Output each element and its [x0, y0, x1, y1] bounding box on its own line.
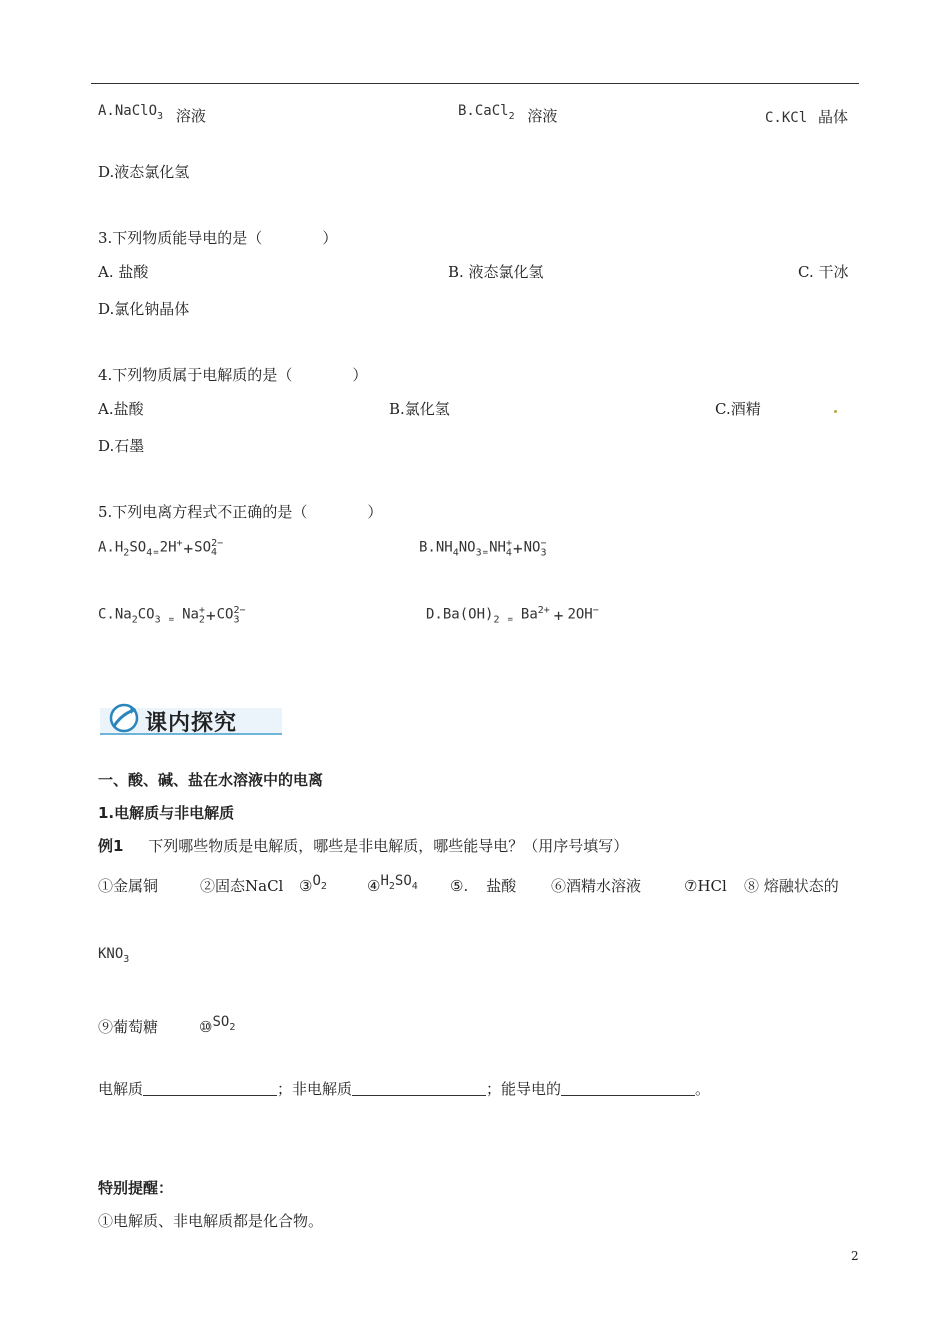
q2-option-d: D.液态氯化氢: [98, 163, 190, 181]
section-heading-1: 一、酸、碱、盐在水溶液中的电离: [98, 771, 324, 789]
q4-option-d: D.石墨: [98, 437, 145, 455]
item-4: $④H_2SO_4$: [367, 873, 418, 895]
electrolyte-blank[interactable]: [143, 1081, 277, 1096]
item-10: $⑩SO_2$: [199, 1014, 236, 1036]
tip-1: ①电解质、非电解质都是化合物。: [98, 1212, 324, 1230]
q5-option-c: $C.Na_2CO_3$ $_=$ $Na_2^++CO_3^{2-}$: [98, 605, 246, 626]
page-number: 2: [851, 1249, 859, 1263]
arrow-circle-icon: [111, 705, 137, 731]
q3-stem: 3.下列物质能导电的是（ ）: [98, 229, 338, 247]
item-6: ⑥酒精水溶液: [551, 877, 642, 895]
q5-option-b: $B.NH_4NO_{3=}NH_4^++NO_3^-$: [419, 538, 547, 559]
q3-option-d: D.氯化钠晶体: [98, 300, 190, 318]
item-5: ⑤. 盐酸: [450, 877, 517, 895]
header-rule: [91, 83, 859, 84]
q4-option-b: B.氯化氢: [389, 400, 450, 418]
q5-option-a: $A.H_2SO_{4=}2H^++SO_4^{2-}$: [98, 538, 224, 559]
stray-dot: [834, 410, 837, 413]
item-1: ①金属铜: [98, 877, 159, 895]
q4-option-c: C.酒精: [715, 400, 761, 418]
item-2: ②固态NaCl: [200, 877, 284, 895]
q5-option-d: $D.Ba(OH)_2$ $_=$ $Ba^{2+} + 2OH^-$: [426, 605, 599, 626]
tip-heading: 特别提醒：: [98, 1179, 174, 1197]
q4-option-a: A.盐酸: [98, 400, 144, 418]
section-banner-title: 课内探究: [145, 710, 238, 736]
item-7: ⑦HCl: [684, 877, 727, 895]
example-1: 例1 下列哪些物质是电解质，哪些是非电解质，哪些能导电？（用序号填写）: [98, 837, 629, 855]
q4-stem: 4.下列物质属于电解质的是（ ）: [98, 366, 368, 384]
item-3: $③O_2$: [299, 873, 327, 895]
q2-option-c: C.KCl 晶体: [765, 108, 848, 126]
q5-stem: 5.下列电离方程式不正确的是（ ）: [98, 503, 383, 521]
item-9: ⑨葡萄糖: [98, 1018, 159, 1036]
q2-option-a: A.NaClO$_3$ 溶液: [98, 103, 206, 125]
item-8-formula: $KNO_3$: [98, 946, 130, 965]
section-heading-2: 1.电解质与非电解质: [98, 804, 235, 822]
q2-option-b: B.CaCl$_2$ 溶液: [458, 103, 558, 125]
q3-option-c: C. 干冰: [798, 263, 849, 281]
answer-line: 电解质 ；非电解质 ；能导电的 。: [98, 1080, 711, 1098]
non-electrolyte-blank[interactable]: [352, 1081, 486, 1096]
q3-option-b: B. 液态氯化氢: [448, 263, 544, 281]
conductive-blank[interactable]: [561, 1081, 695, 1096]
item-8: ⑧ 熔融状态的: [744, 877, 839, 895]
q3-option-a: A. 盐酸: [98, 263, 149, 281]
